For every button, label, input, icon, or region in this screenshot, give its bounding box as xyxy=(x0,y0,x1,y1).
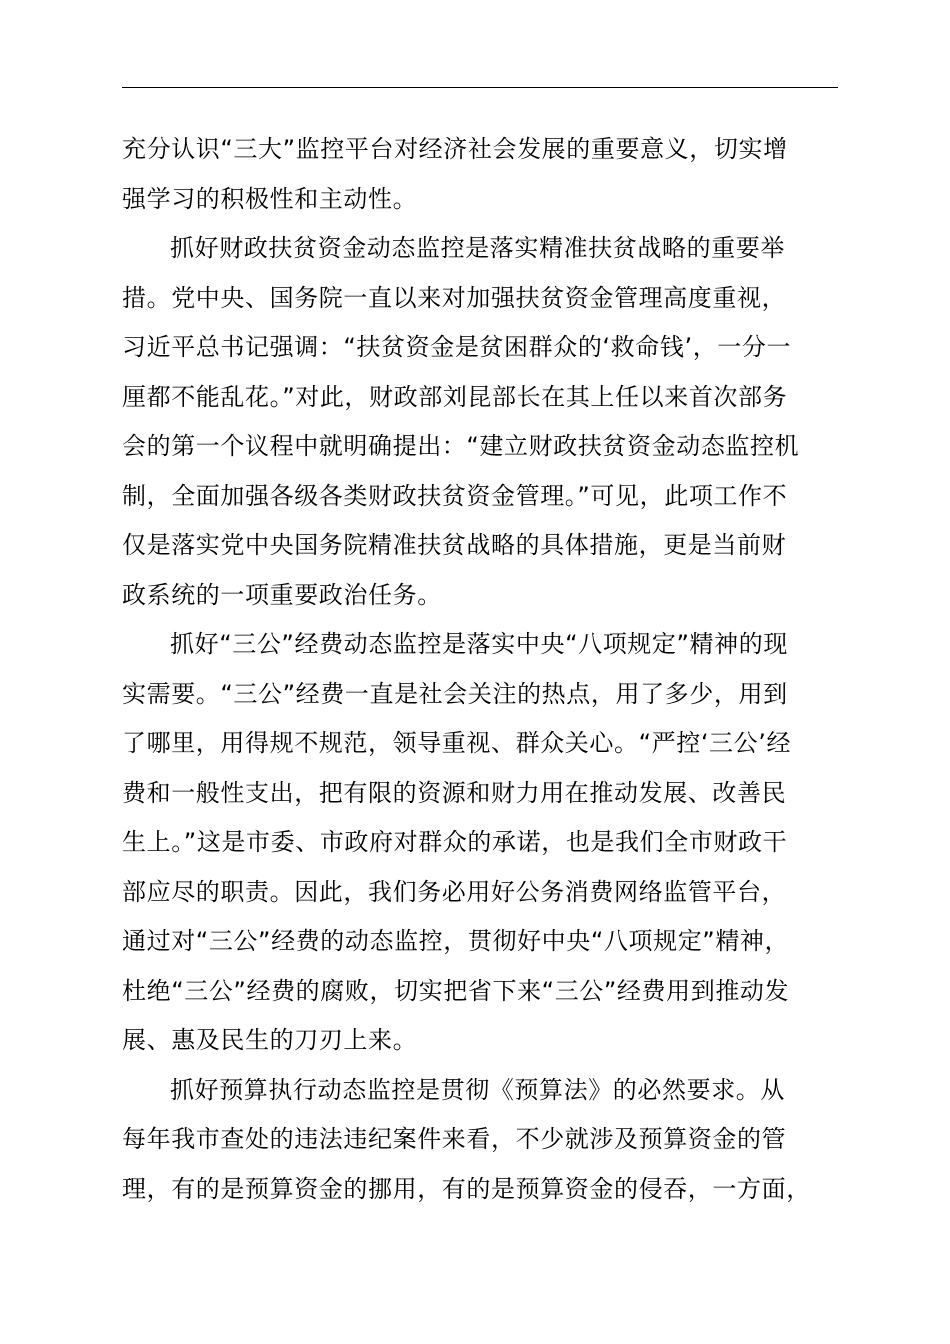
text-line: 习近平总书记强调：“扶贫资金是贫困群众的‘救命钱’，一分一 xyxy=(122,333,792,361)
text-line: 理，有的是预算资金的挪用，有的是预算资金的侵吞，一方面， xyxy=(122,1174,811,1203)
paragraph-first-line: 抓好财政扶贫资金动态监控是落实精准扶贫战略的重要举 xyxy=(170,234,785,262)
text-line: 制，全面加强各级各类财政扶贫资金管理。”可见，此项工作不 xyxy=(122,481,788,510)
header-rule xyxy=(122,87,838,88)
text-line: 强学习的积极性和主动性。 xyxy=(122,184,418,213)
document-body xyxy=(122,125,838,1214)
text-line: 措。党中央、国务院一直以来对加强扶贫资金管理高度重视， xyxy=(122,283,787,312)
text-line: 杜绝“三公”经费的腐败，切实把省下来“三公”经费用到推动发 xyxy=(122,976,790,1005)
paragraph-first-line: 抓好预算执行动态监控是贯彻《预算法》的必然要求。从 xyxy=(170,1075,785,1104)
text-line: 会的第一个议程中就明确提出：“建立财政扶贫资金动态监控机 xyxy=(122,432,800,460)
text-line: 政系统的一项重要政治任务。 xyxy=(122,580,442,609)
text-line: 厘都不能乱花。”对此，财政部刘昆部长在其上任以来首次部务 xyxy=(122,382,788,411)
text-line: 充分认识“三大”监控平台对经济社会发展的重要意义，切实增 xyxy=(122,135,788,163)
text-line: 部应尽的职责。因此，我们务必用好公务消费网络监管平台， xyxy=(122,877,787,906)
text-line: 了哪里，用得规不规范，领导重视、群众关心。“严控‘三公’经 xyxy=(122,729,792,757)
text-line: 每年我市查处的违法违纪案件来看，不少就涉及预算资金的管 xyxy=(122,1125,787,1153)
text-line: 生上。”这是市委、市政府对群众的承诺，也是我们全市财政干 xyxy=(122,828,788,856)
paragraph-first-line: 抓好“三公”经费动态监控是落实中央“八项规定”精神的现 xyxy=(170,630,788,658)
text-line: 通过对“三公”经费的动态监控，贯彻好中央“八项规定”精神， xyxy=(122,927,790,955)
text-line: 实需要。“三公”经费一直是社会关注的热点，用了多少，用到 xyxy=(122,679,788,708)
text-line: 展、惠及民生的刀刃上来。 xyxy=(122,1026,418,1054)
text-line: 费和一般性支出，把有限的资源和财力用在推动发展、改善民 xyxy=(122,778,787,807)
text-line: 仅是落实党中央国务院精准扶贫战略的具体措施，更是当前财 xyxy=(122,531,787,559)
